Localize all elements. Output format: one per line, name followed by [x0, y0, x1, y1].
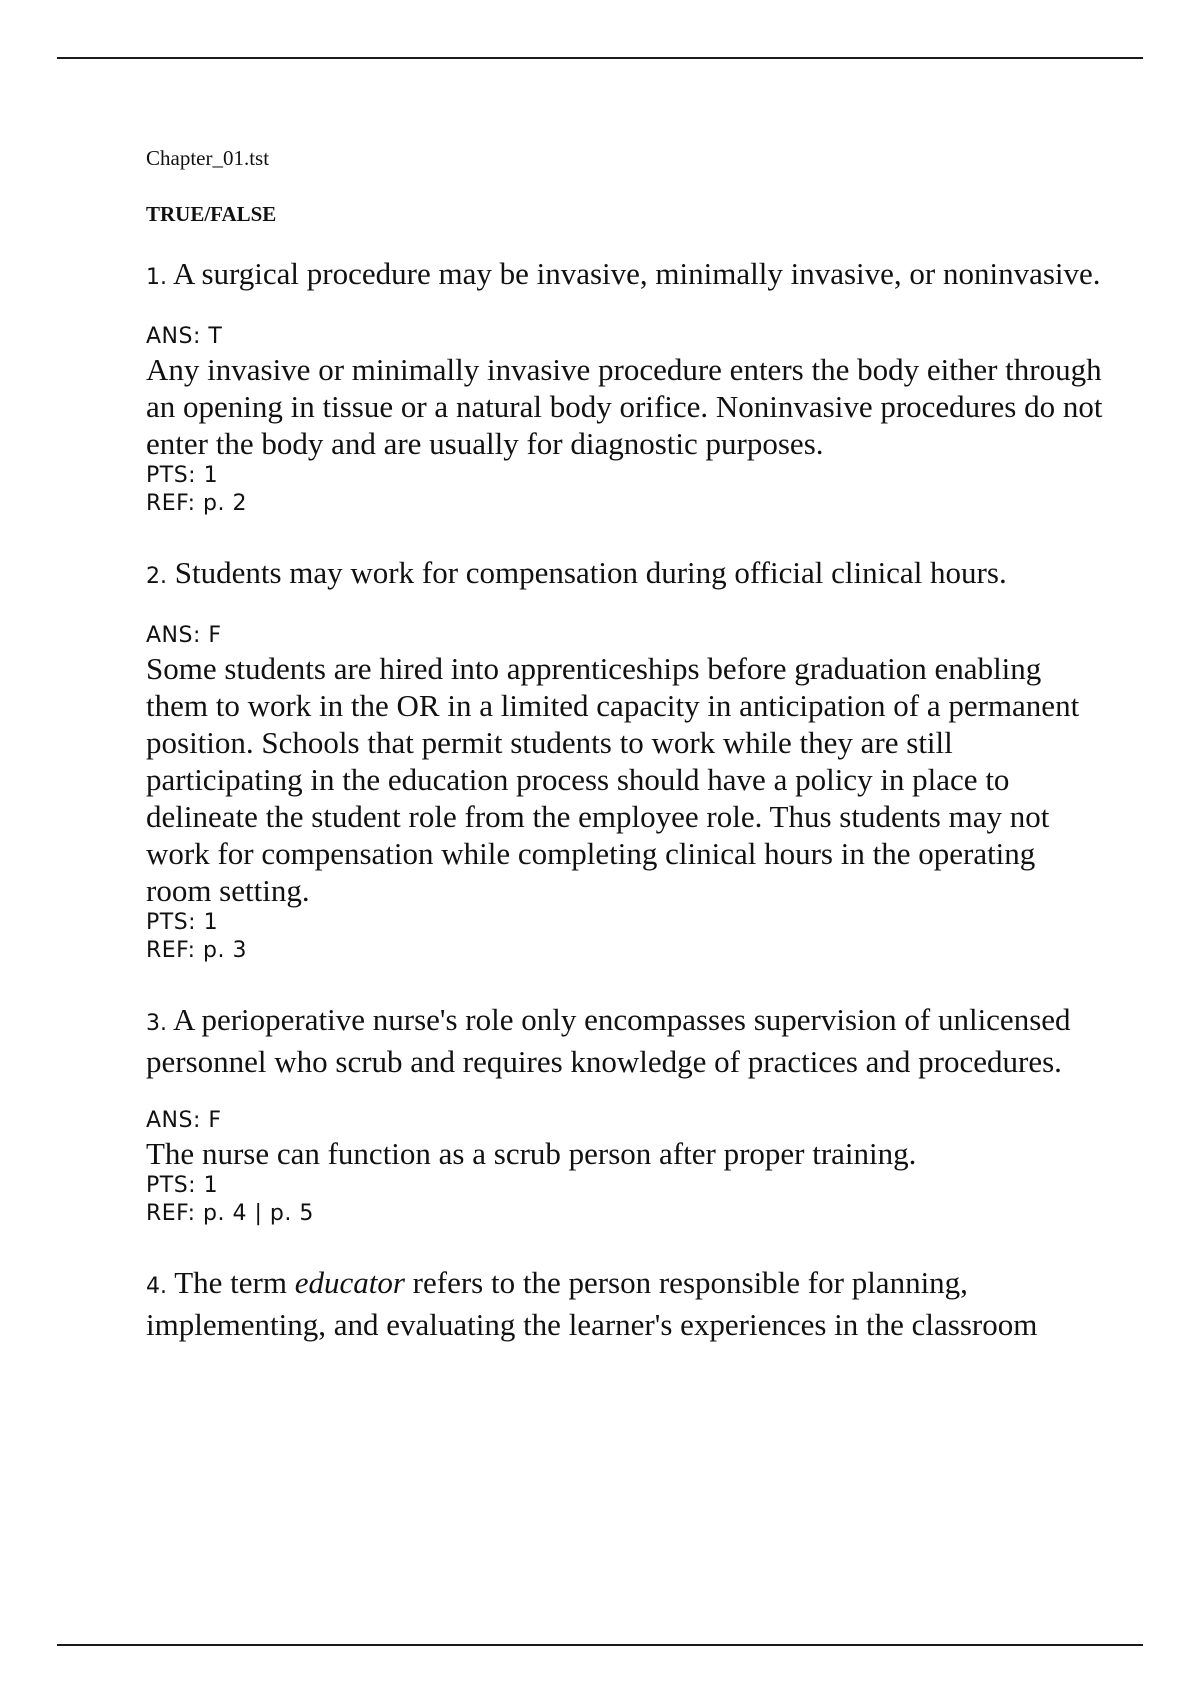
question-2 [146, 554, 1106, 965]
question-2-explanation: Some students are hired into apprenticeships before graduation enabling them to work in the OR in a limited capacity in anticipation of a permanent position. Schools that permit students to work while they are still participating in the education process should have a policy in place to delineate the student role from the employee role. Thus students may not work for compensation while completing clinical hours in the operating room setting. [146, 651, 1080, 908]
question-3-stem: A perioperative nurse's role only encompasses supervision of unlicensed personnel who scrub and requires knowledge of practices and procedures. [146, 1002, 1071, 1079]
question-2-stem: Students may work for compensation during official clinical hours. [174, 555, 1007, 590]
section-title: TRUE/FALSE [146, 202, 277, 226]
question-1-stem: A surgical procedure may be invasive, minimally invasive, or noninvasive. [173, 256, 1101, 291]
question-1-reference: REF: p. 2 [146, 491, 247, 516]
question-3-explanation: The nurse can function as a scrub person after proper training. [146, 1136, 917, 1171]
question-3-text [146, 1001, 1106, 1081]
question-3-number: 3. [146, 1011, 167, 1036]
question-3-points: PTS: 1 [146, 1173, 219, 1198]
question-1-explanation: Any invasive or minimally invasive procedure enters the body either through an opening in tissue or a natural body orifice. Noninvasive procedures do not enter the body and are usually for diagnostic purposes. [146, 352, 1103, 461]
question-2-points: PTS: 1 [146, 910, 219, 935]
question-1-points: PTS: 1 [146, 463, 219, 488]
question-2-answer: ANS: F [146, 623, 222, 648]
question-4-stem-after: refers to the person responsible for planning, implementing, and evaluating the learner's experiences in the classroom [146, 1265, 1038, 1342]
question-1 [146, 255, 1106, 518]
question-2-reference: REF: p. 3 [146, 938, 247, 963]
question-1-number: 1. [146, 265, 167, 290]
question-3-answer: ANS: F [146, 1108, 222, 1133]
question-1-answer: ANS: T [146, 324, 223, 349]
question-4-text [146, 1264, 1106, 1344]
question-3 [146, 1001, 1106, 1228]
question-2-text [146, 554, 1106, 596]
question-4-number: 4. [146, 1274, 167, 1299]
question-2-number: 2. [146, 564, 167, 589]
bottom-rule [57, 1644, 1143, 1646]
question-4-stem-emphasis: educator [294, 1265, 405, 1300]
question-4-stem-before: The term [174, 1265, 287, 1300]
question-1-text [146, 255, 1106, 297]
document-content [146, 145, 1106, 1344]
question-3-reference: REF: p. 4 | p. 5 [146, 1201, 314, 1226]
document-filename: Chapter_01.tst [146, 146, 270, 170]
question-4 [146, 1264, 1106, 1344]
top-rule [57, 57, 1143, 59]
